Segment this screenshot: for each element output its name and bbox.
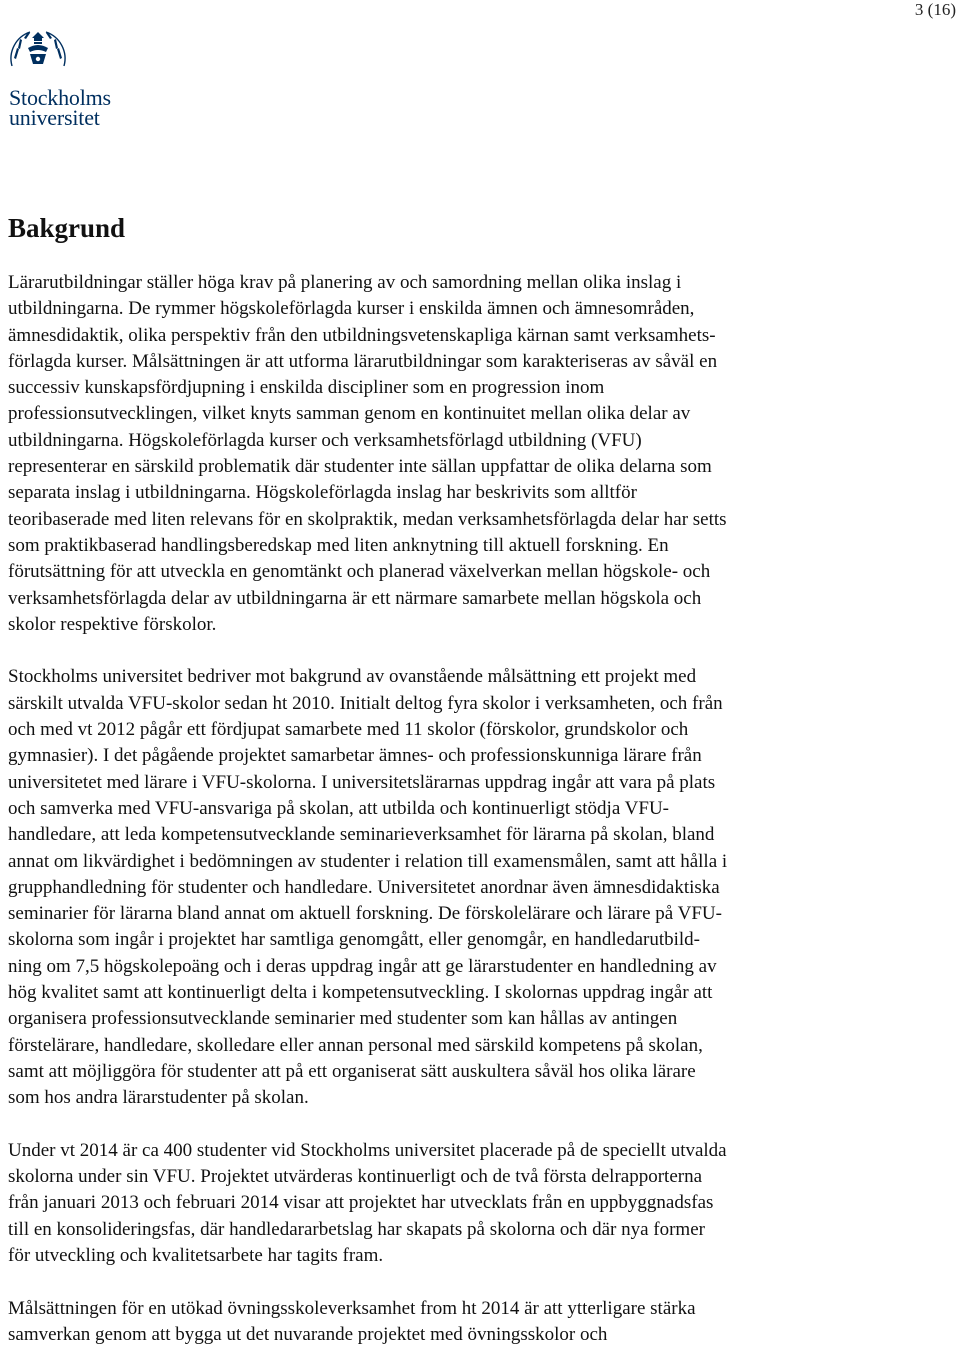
text-line: som praktikbaserad handlingsberedskap med liten anknytning till aktuell forskning. En: [8, 534, 669, 556]
text-line: Under vt 2014 är ca 400 studenter vid Stockholms universitet placerade på de speciellt utvalda: [8, 1139, 727, 1161]
text-line: professionsutvecklingen, vilket knyts samman genom en kontinuitet mellan olika delar av: [8, 403, 691, 425]
paragraph: [8, 1296, 956, 1349]
page-number: 3 (16): [914, 0, 956, 19]
section-heading: Bakgrund: [8, 213, 126, 243]
logo-line-1: Stockholms: [9, 85, 111, 110]
text-line: ämnesdidaktik, olika perspektiv från den utbildningsvetenskapliga kärnan samt verksamhets-: [8, 324, 716, 346]
logo-wordmark: [9, 85, 111, 130]
text-line: skolorna som ingår i projektet har samtliga genomgått, eller genomgår, en handledarutbild-: [8, 929, 701, 951]
text-line: samverkan genom att bygga ut det nuvarande projektet med övningsskolor och: [8, 1323, 608, 1345]
paragraph-spacer: [8, 1112, 956, 1138]
text-line: särskilt utvalda VFU-skolor sedan ht 2010. Initialt deltog fyra skolor i verksamheten, och från: [8, 692, 723, 714]
text-line: skolorna under sin VFU. Projektet utvärderas kontinuerligt och de två första delrapporterna: [8, 1166, 703, 1188]
text-line: successiv kunskapsfördjupning i enskilda discipliner som en progression inom: [8, 377, 605, 399]
text-line: verksamhetsförlagda delar av utbildningarna är ett närmare samarbete mellan högskola och: [8, 587, 702, 609]
text-line: seminarier för lärarna bland annat om aktuell forskning. De förskolelärare och lärare på VFU-: [8, 903, 722, 925]
text-line: och med vt 2012 pågår ett fördjupat samarbete med 11 skolor (förskolor, grundskolor och: [8, 719, 689, 741]
text-line: utbildningarna. De rymmer högskoleförlagda kurser i enskilda ämnen och ämnesområden,: [8, 298, 695, 320]
paragraph-spacer: [8, 1269, 956, 1295]
paragraph: [8, 270, 956, 638]
logo-line-2: universitet: [9, 105, 100, 130]
university-logo: [6, 28, 130, 130]
text-line: till en konsolideringsfas, där handledararbetslag har skapats på skolorna och där nya former: [8, 1218, 705, 1240]
text-line: universitetet med lärare i VFU-skolorna. I universitetslärarnas uppdrag ingår att vara på plats: [8, 771, 716, 793]
text-line: samt att möjliggöra för studenter att på ett organiserat sätt auskultera såväl hos olika lärare: [8, 1060, 696, 1082]
text-line: representerar en särskild problematik där studenter inte sällan uppfattar de olika delarna som: [8, 456, 712, 478]
paragraph-spacer: [8, 638, 956, 664]
text-line: handledare, att leda kompetensutvecklande seminarieverksamhet för lärarna på skolan, bland: [8, 824, 715, 846]
text-line: som hos andra lärarstudenter på skolan.: [8, 1087, 309, 1109]
text-line: annat om likvärdighet i bedömningen av studenter i relation till examensmålen, samt att hålla i: [8, 850, 728, 872]
text-line: gymnasier). I det pågående projektet samarbetar ämnes- och professionskunniga lärare från: [8, 745, 702, 767]
text-line: utbildningarna. Högskoleförlagda kurser och verksamhetsförlagd utbildning (VFU): [8, 429, 642, 451]
text-line: för utveckling och kvalitetsarbete har tagits fram.: [8, 1244, 384, 1266]
paragraph: [8, 1138, 956, 1269]
seal-icon: [6, 28, 130, 68]
text-line: Målsättningen för en utökad övningsskoleverksamhet from ht 2014 är att ytterligare stärka: [8, 1297, 696, 1319]
text-line: från januari 2013 och februari 2014 visar att projektet har utvecklats från en uppbyggnadsfas: [8, 1192, 714, 1214]
text-line: Lärarutbildningar ställer höga krav på planering av och samordning mellan olika inslag i: [8, 272, 682, 293]
text-line: separata inslag i utbildningarna. Högskoleförlagda inslag har beskrivits som alltför: [8, 482, 637, 504]
text-line: grupphandledning för studenter och handledare. Universitetet anordnar även ämnesdidaktiska: [8, 876, 720, 898]
text-line: förutsättning för att utveckla en genomtänkt och planerad växelverkan mellan högskole- och: [8, 561, 711, 583]
text-line: och samverka med VFU-ansvariga på skolan, att utbilda och kontinuerligt stödja VFU-: [8, 797, 670, 819]
text-line: organisera professionsutvecklande seminarier med studenter som kan hållas av antingen: [8, 1008, 678, 1030]
paragraph: [8, 664, 956, 1111]
text-line: hög kvalitet samt att kontinuerligt delta i kompetensutveckling. I skolornas uppdrag ingår att: [8, 982, 713, 1004]
text-line: förlagda kurser. Målsättningen är att utforma lärarutbildningar som karakteriseras av såväl en: [8, 350, 718, 372]
text-line: skolor respektive förskolor.: [8, 613, 217, 635]
text-line: ning om 7,5 högskolepoäng och i deras uppdrag ingår att ge lärarstudenter en handledning av: [8, 955, 717, 977]
text-line: förstelärare, handledare, skolledare eller annan personal med särskild kompetens på skolan,: [8, 1034, 703, 1056]
text-line: Stockholms universitet bedriver mot bakgrund av ovanstående målsättning ett projekt med: [8, 666, 697, 688]
body-text: [8, 270, 956, 1348]
text-line: teoribaserade med liten relevans för en skolpraktik, medan verksamhetsförlagda delar har setts: [8, 508, 727, 530]
